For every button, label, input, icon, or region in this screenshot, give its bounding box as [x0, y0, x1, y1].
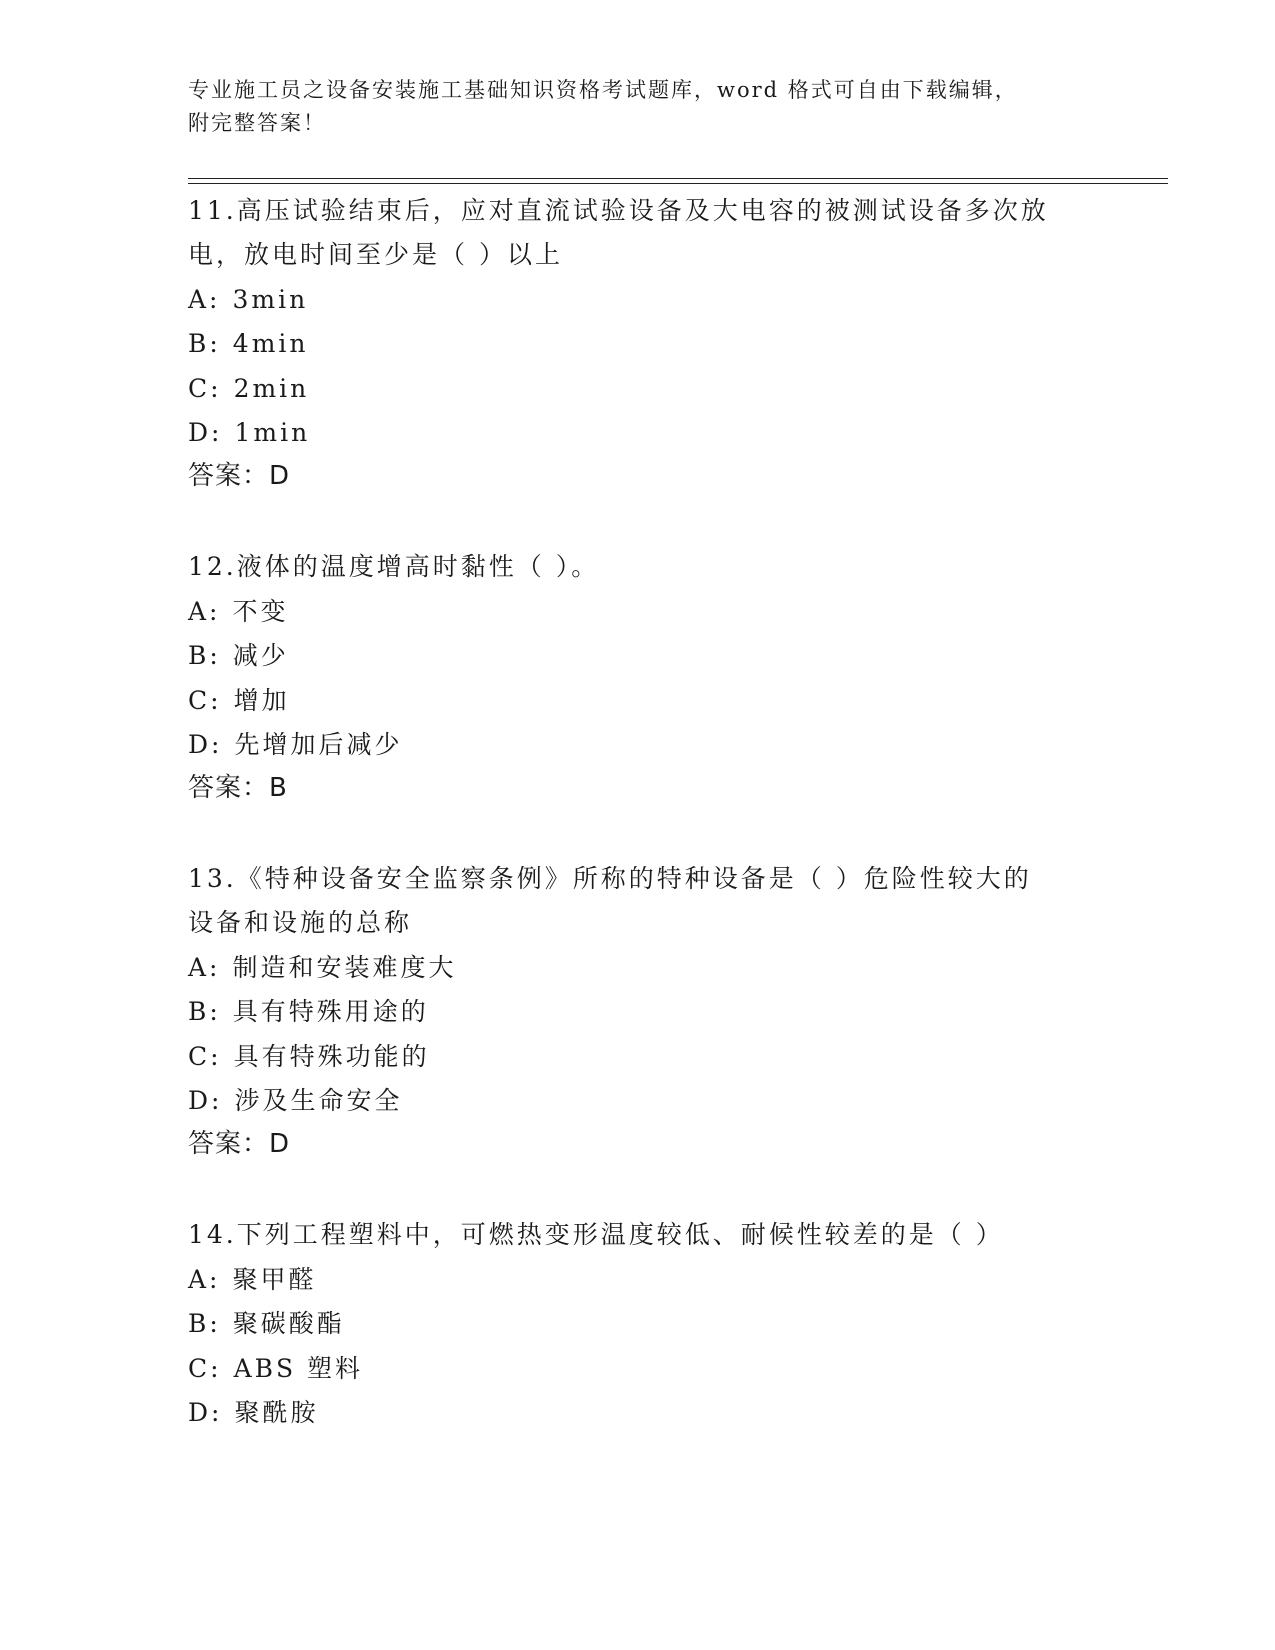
option-letter: B:	[188, 1309, 221, 1338]
option-text: 涉及生命安全	[234, 1086, 403, 1115]
question-11-stem-line-2: 电，放电时间至少是（ ）以上	[188, 240, 563, 269]
document-header	[188, 74, 1088, 140]
question-11-option-b	[188, 321, 309, 366]
option-letter: B:	[188, 997, 221, 1026]
question-12-option-d	[188, 722, 402, 767]
question-11-answer: 答案：D	[188, 461, 291, 491]
option-text: 2min	[233, 374, 310, 403]
question-12-stem: 12.液体的温度增高时黏性（ ）。	[188, 552, 600, 581]
question-14-option-d	[188, 1390, 318, 1435]
option-text: 4min	[232, 329, 309, 358]
option-text: 聚甲醛	[232, 1265, 317, 1294]
question-12-option-a	[188, 589, 289, 634]
header-divider-bottom	[188, 183, 1168, 184]
option-letter: A:	[188, 597, 221, 626]
option-text: ABS 塑料	[233, 1354, 364, 1383]
option-letter: C:	[188, 374, 222, 403]
question-12-option-b	[188, 633, 289, 678]
option-letter: A:	[188, 285, 221, 314]
question-13-stem-line-1: 13.《特种设备安全监察条例》所称的特种设备是（ ）危险性较大的	[188, 864, 1032, 893]
header-line-1: 专业施工员之设备安装施工基础知识资格考试题库，word 格式可自由下载编辑，	[188, 78, 1018, 102]
option-text: 不变	[232, 597, 289, 626]
question-12-answer: 答案：B	[188, 773, 288, 803]
option-text: 聚碳酸酯	[232, 1309, 345, 1338]
question-11-stem-line-1: 11.高压试验结束后，应对直流试验设备及大电容的被测试设备多次放	[188, 196, 1049, 225]
question-13-stem-line-2: 设备和设施的总称	[188, 908, 413, 937]
option-letter: C:	[188, 1042, 222, 1071]
option-letter: A:	[188, 953, 221, 982]
option-text: 具有特殊功能的	[233, 1042, 430, 1071]
option-letter: D:	[188, 418, 223, 447]
question-14-option-a	[188, 1257, 317, 1302]
option-text: 1min	[234, 418, 311, 447]
option-text: 具有特殊用途的	[232, 997, 429, 1026]
question-11-option-c	[188, 366, 309, 411]
question-14-option-c	[188, 1346, 363, 1391]
option-letter: B:	[188, 329, 221, 358]
question-11-option-d	[188, 410, 310, 455]
option-letter: D:	[188, 1398, 223, 1427]
header-divider-top	[188, 178, 1168, 179]
question-13-answer: 答案：D	[188, 1129, 291, 1159]
option-text: 减少	[232, 641, 289, 670]
option-text: 制造和安装难度大	[232, 953, 457, 982]
question-14-stem: 14.下列工程塑料中，可燃热变形温度较低、耐候性较差的是（ ）	[188, 1220, 1004, 1249]
option-letter: D:	[188, 730, 223, 759]
option-text: 聚酰胺	[234, 1398, 319, 1427]
question-13-option-c	[188, 1034, 430, 1079]
option-letter: A:	[188, 1265, 221, 1294]
option-letter: C:	[188, 686, 222, 715]
option-letter: D:	[188, 1086, 223, 1115]
question-13-option-d	[188, 1078, 402, 1123]
option-text: 先增加后减少	[234, 730, 403, 759]
option-letter: C:	[188, 1354, 222, 1383]
option-text: 增加	[233, 686, 290, 715]
question-13-option-a	[188, 945, 457, 990]
question-12-option-c	[188, 678, 290, 723]
option-text: 3min	[232, 285, 309, 314]
question-11-option-a	[188, 277, 308, 322]
question-14-option-b	[188, 1301, 345, 1346]
question-13-option-b	[188, 989, 429, 1034]
header-line-2: 附完整答案！	[188, 111, 326, 135]
option-letter: B:	[188, 641, 221, 670]
